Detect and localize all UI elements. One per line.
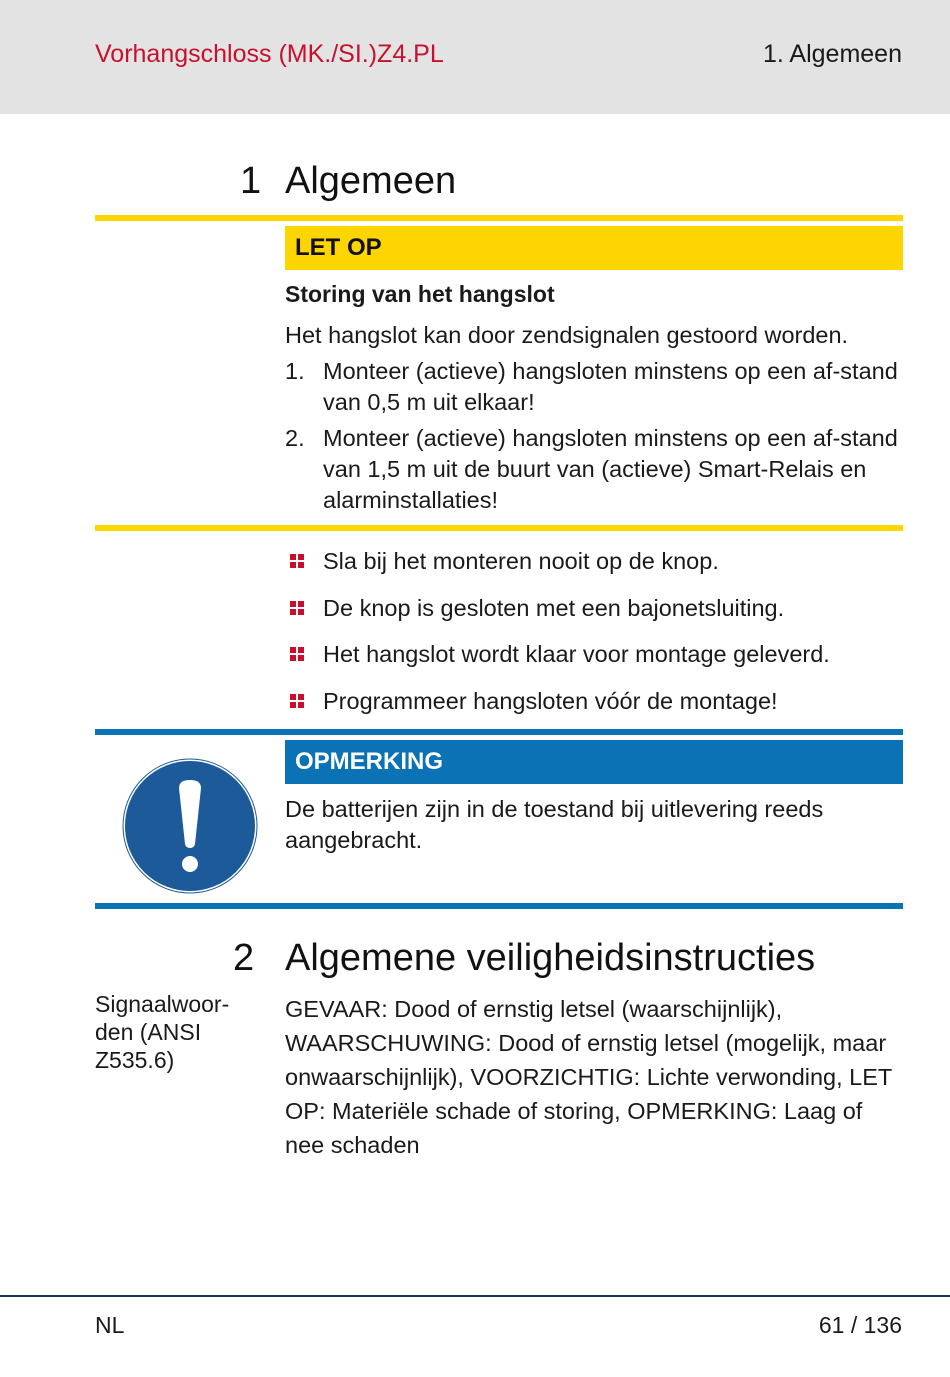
list-item-text: Sla bij het monteren nooit op de knop. (323, 548, 719, 574)
caution-intro: Het hangslot kan door zendsignalen gestoord worden. (285, 322, 849, 348)
caution-bottom-rule (95, 525, 903, 531)
note-bottom-rule (95, 903, 903, 909)
signal-words-text: GEVAAR: Dood of ernstig letsel (waarschijnlijk), WAARSCHUWING: Dood of ernstig letsel (mogelijk, maar onwaarschijnlijk), VOORZICHTIG: Lichte verwonding, LET OP: Materiële schade of storing, OPMERKING: Laag of nee schaden (285, 996, 892, 1158)
footer-rule (0, 1295, 950, 1297)
bullet-icon (290, 554, 304, 568)
bullet-list (290, 546, 910, 733)
margin-note: Signaalwoor-den (ANSI Z535.6) (95, 991, 230, 1073)
list-item-text: De knop is gesloten met een bajonetsluiting. (323, 594, 785, 621)
section-1-title: Algemeen (285, 160, 457, 202)
list-item-text: Het hangslot wordt klaar voor montage geleverd. (323, 641, 830, 668)
section-2-title: Algemene veiligheidsinstructies (285, 937, 816, 979)
caution-steps (285, 356, 905, 521)
bullet-icon (290, 601, 304, 615)
chapter-title: 1. Algemeen (763, 40, 902, 68)
page-number: 61 / 136 (818, 1312, 902, 1338)
list-item (290, 546, 910, 593)
list-item (290, 639, 910, 686)
exclamation-circle-icon (122, 758, 258, 899)
footer-language: NL (95, 1312, 125, 1338)
note-top-rule (95, 729, 903, 735)
note-label: OPMERKING (285, 740, 903, 784)
page-header (0, 0, 950, 114)
step-text: Monteer (actieve) hangsloten minstens op een af-stand van 1,5 m uit de buurt van (actieve) Smart-Relais en alarminstallaties! (323, 425, 898, 513)
bullet-icon (290, 694, 304, 708)
caution-step (285, 423, 905, 516)
caution-top-rule (95, 215, 903, 221)
step-number: 2. (285, 425, 305, 451)
caution-subtitle: Storing van het hangslot (285, 281, 555, 307)
bullet-icon (290, 647, 304, 661)
list-item (290, 686, 910, 733)
caution-step (285, 356, 905, 418)
section-1-number: 1 (240, 160, 262, 202)
list-item (290, 593, 910, 640)
note-text: De batterijen zijn in de toestand bij uitlevering reeds aangebracht. (285, 796, 824, 853)
step-number: 1. (285, 358, 305, 384)
step-text: Monteer (actieve) hangsloten minstens op een af-stand van 0,5 m uit elkaar! (323, 358, 898, 415)
caution-label: LET OP (285, 226, 903, 270)
list-item-text: Programmeer hangsloten vóór de montage! (323, 688, 778, 715)
section-2-number: 2 (233, 937, 255, 979)
product-title: Vorhangschloss (MK./SI.)Z4.PL (95, 40, 444, 68)
